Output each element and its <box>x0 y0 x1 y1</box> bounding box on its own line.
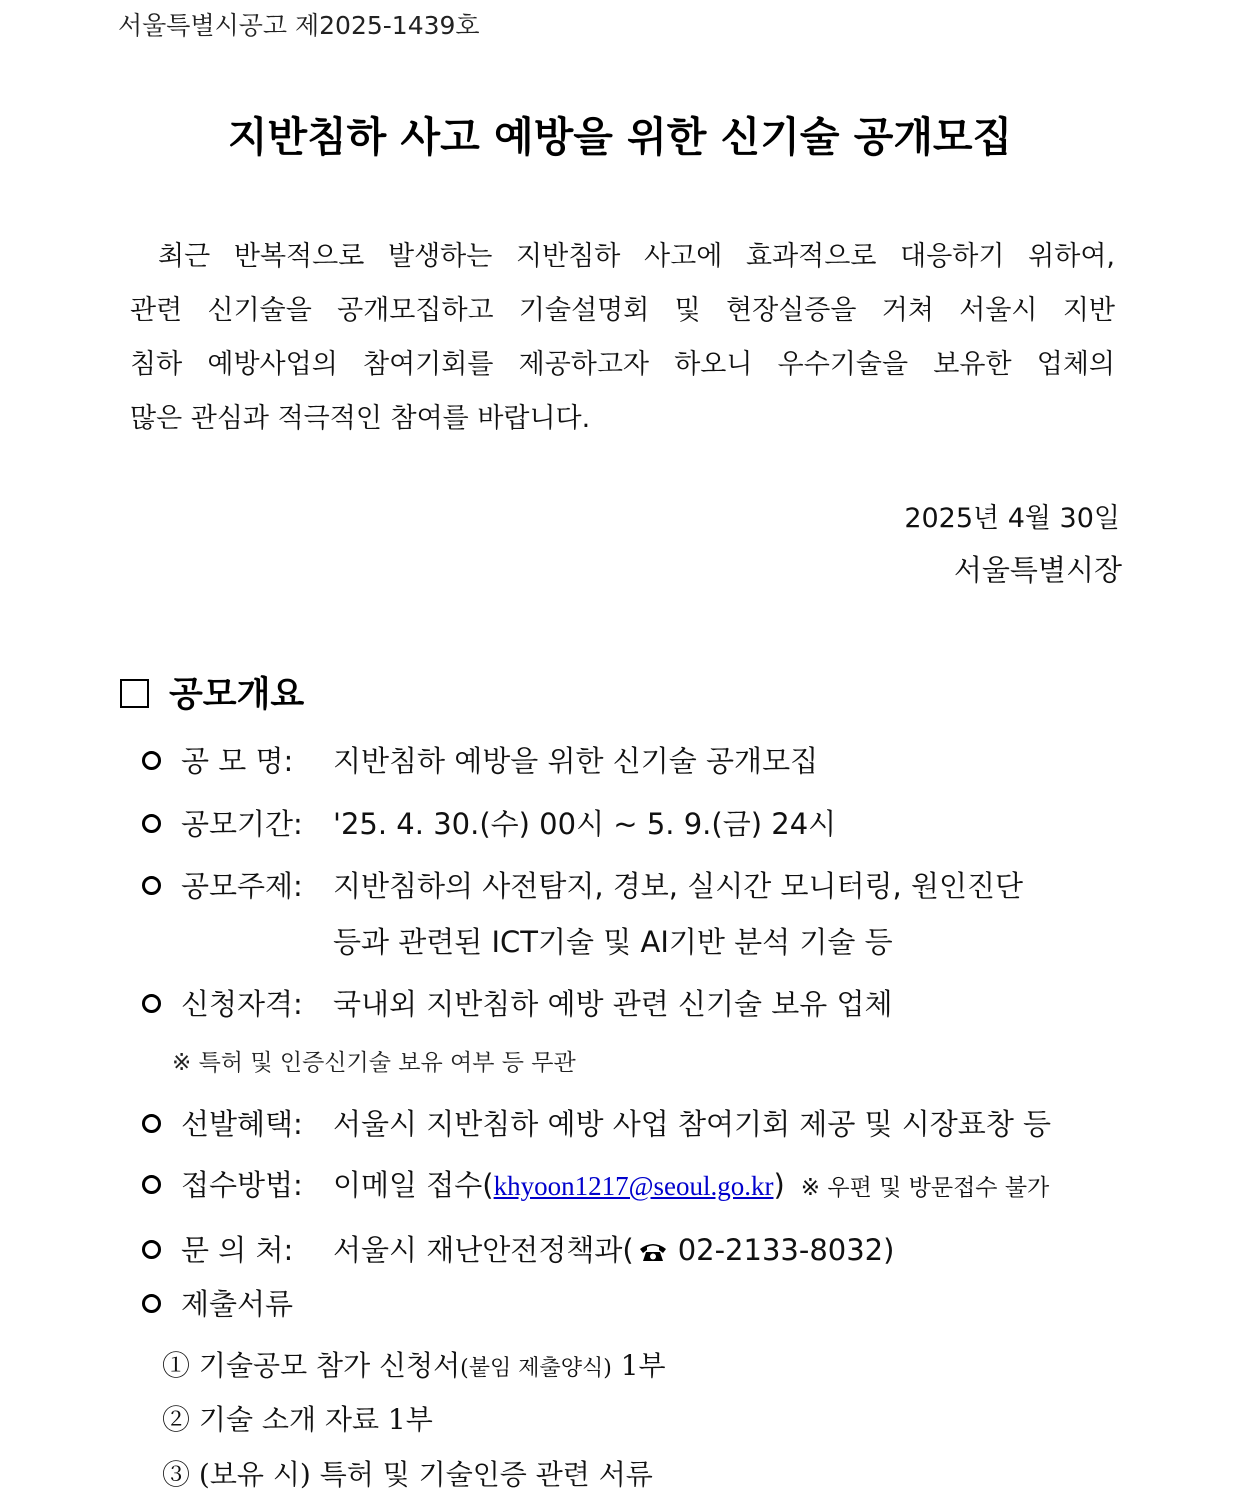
circle-bullet-icon <box>142 994 161 1013</box>
item-label-theme: 공모주제: <box>181 869 303 903</box>
document-item-1: ① 기술공모 참가 신청서(붙임 제출양식) 1부 <box>162 1349 666 1382</box>
item-value-name: 지반침하 예방을 위한 신기술 공개모집 <box>333 744 819 778</box>
telephone-icon <box>638 1236 668 1270</box>
circle-bullet-icon <box>142 751 161 770</box>
issuer-name: 서울특별시장 <box>953 553 1122 587</box>
page-title: 지반침하 사고 예방을 위한 신기술 공개모집 <box>227 113 1013 161</box>
method-note: ※ 우편 및 방문접수 불가 <box>800 1175 1050 1201</box>
item-value-period: '25. 4. 30.(수) 00시 ~ 5. 9.(금) 24시 <box>333 807 837 841</box>
document-item-3: ③ (보유 시) 특허 및 기술인증 관련 서류 <box>162 1458 653 1491</box>
notice-date: 2025년 4월 30일 <box>904 503 1120 534</box>
item-label-contact: 문 의 처: <box>181 1233 294 1267</box>
intro-line-4: 많은 관심과 적극적인 참여를 바랍니다. <box>130 403 591 434</box>
item-value-contact: 서울시 재난안전정책과( 02-2133-8032) <box>333 1228 894 1270</box>
item-label-method: 접수방법: <box>181 1168 303 1202</box>
section-title: 공모개요 <box>120 667 304 717</box>
intro-line-2: 관련 신기술을 공개모집하고 기술설명회 및 현장실증을 거쳐 서울시 지반 <box>130 295 1115 326</box>
item-value-theme: 지반침하의 사전탐지, 경보, 실시간 모니터링, 원인진단 <box>333 869 1024 903</box>
circle-bullet-icon <box>142 814 161 833</box>
document-item-2: ② 기술 소개 자료 1부 <box>162 1403 433 1436</box>
item-value-benefit: 서울시 지반침하 예방 사업 참여기회 제공 및 시장표창 등 <box>333 1107 1052 1141</box>
notice-number: 서울특별시공고 제2025-1439호 <box>118 11 480 40</box>
circle-bullet-icon <box>142 1240 161 1259</box>
intro-line-1: 최근 반복적으로 발생하는 지반침하 사고에 효과적으로 대응하기 위하여, <box>158 241 1115 272</box>
item-label-eligibility: 신청자격: <box>181 987 303 1021</box>
eligibility-note: ※ 특허 및 인증신기술 보유 여부 등 무관 <box>172 1050 576 1076</box>
intro-line-3: 침하 예방사업의 참여기회를 제공하고자 하오니 우수기술을 보유한 업체의 <box>130 349 1115 380</box>
circle-bullet-icon <box>142 876 161 895</box>
circle-bullet-icon <box>142 1294 161 1313</box>
item-label-documents: 제출서류 <box>181 1287 294 1321</box>
circle-bullet-icon <box>142 1175 161 1194</box>
item-value-method: 이메일 접수(khyoon1217@seoul.go.kr) ※ 우편 및 방문접수 불가 <box>333 1168 1050 1202</box>
circle-bullet-icon <box>142 1114 161 1133</box>
item-value-theme-cont: 등과 관련된 ICT기술 및 AI기반 분석 기술 등 <box>333 925 893 959</box>
item-label-name: 공 모 명: <box>181 744 294 778</box>
square-box-icon <box>120 679 149 708</box>
item-value-eligibility: 국내외 지반침하 예방 관련 신기술 보유 업체 <box>333 987 893 1021</box>
item-label-period: 공모기간: <box>181 807 303 841</box>
item-label-benefit: 선발혜택: <box>181 1107 303 1141</box>
email-link[interactable]: khyoon1217@seoul.go.kr <box>493 1171 774 1201</box>
